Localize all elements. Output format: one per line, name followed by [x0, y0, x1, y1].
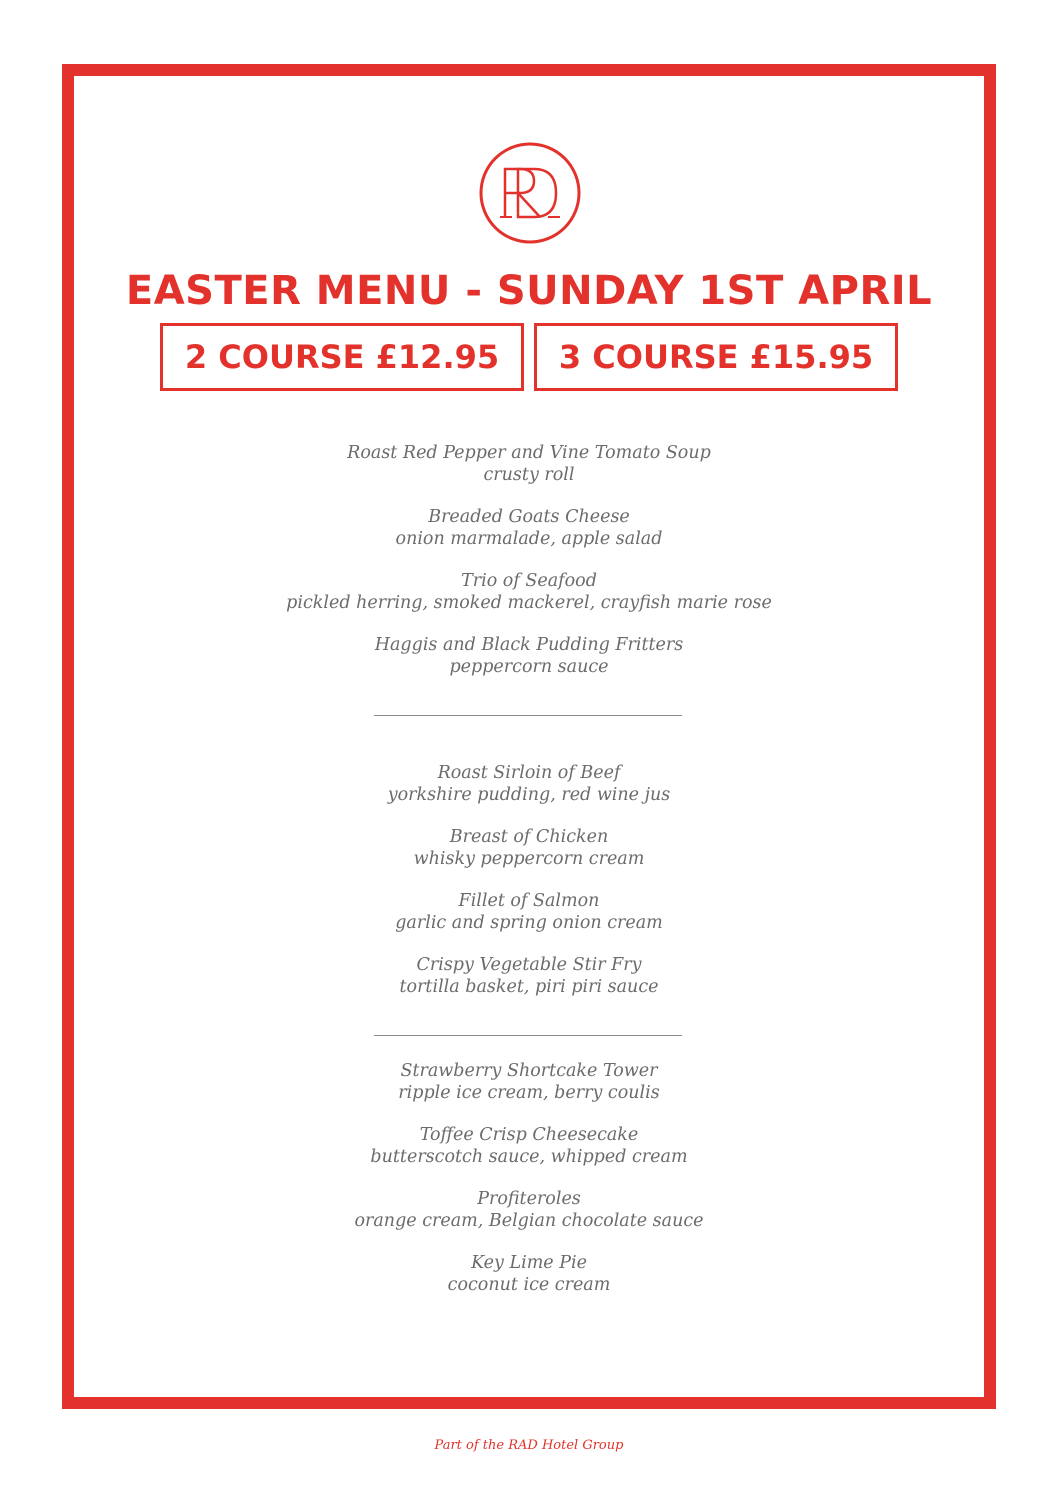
- dish-name: Crispy Vegetable Stir Fry: [416, 955, 642, 975]
- dish-description: whisky peppercorn cream: [413, 849, 645, 869]
- dish-description: garlic and spring onion cream: [395, 913, 663, 933]
- dish-name: Toffee Crisp Cheesecake: [419, 1125, 639, 1145]
- dish-description: crusty roll: [483, 465, 575, 485]
- dish-name: Fillet of Salmon: [458, 891, 600, 911]
- rad-logo-icon: [478, 141, 582, 245]
- dish-name: Roast Sirloin of Beef: [437, 763, 621, 783]
- dish-description: coconut ice cream: [447, 1275, 611, 1295]
- section-divider: [374, 715, 682, 716]
- dish-description: onion marmalade, apple salad: [395, 529, 663, 549]
- dish-item: [0, 634, 1058, 678]
- desserts-section: [0, 1060, 1058, 1316]
- two-course-price: 2 COURSE £12.95: [160, 323, 524, 391]
- dish-item: [0, 826, 1058, 870]
- dish-description: peppercorn sauce: [449, 657, 609, 677]
- dish-item: [0, 762, 1058, 806]
- menu-title: EASTER MENU - SUNDAY 1ST APRIL: [125, 268, 933, 314]
- dish-name: Roast Red Pepper and Vine Tomato Soup: [347, 443, 711, 463]
- mains-section: [0, 762, 1058, 1018]
- dish-item: [0, 442, 1058, 486]
- dish-item: [0, 1252, 1058, 1296]
- dish-item: [0, 570, 1058, 614]
- dish-name: Profiteroles: [477, 1189, 581, 1209]
- dish-name: Breaded Goats Cheese: [428, 507, 630, 527]
- dish-description: pickled herring, smoked mackerel, crayfish marie rose: [286, 593, 772, 613]
- dish-item: [0, 954, 1058, 998]
- three-course-price: 3 COURSE £15.95: [534, 323, 898, 391]
- section-divider: [374, 1035, 682, 1036]
- dish-name: Strawberry Shortcake Tower: [400, 1061, 658, 1081]
- dish-description: yorkshire pudding, red wine jus: [387, 785, 671, 805]
- dish-item: [0, 890, 1058, 934]
- dish-name: Trio of Seafood: [461, 571, 597, 591]
- dish-item: [0, 506, 1058, 550]
- footer-tagline: Part of the RAD Hotel Group: [434, 1438, 624, 1453]
- dish-name: Key Lime Pie: [471, 1253, 587, 1273]
- dish-item: [0, 1060, 1058, 1104]
- dish-description: orange cream, Belgian chocolate sauce: [354, 1211, 704, 1231]
- dish-description: butterscotch sauce, whipped cream: [370, 1147, 688, 1167]
- dish-description: ripple ice cream, berry coulis: [398, 1083, 660, 1103]
- dish-item: [0, 1124, 1058, 1168]
- dish-name: Breast of Chicken: [449, 827, 609, 847]
- dish-item: [0, 1188, 1058, 1232]
- dish-name: Haggis and Black Pudding Fritters: [374, 635, 684, 655]
- starters-section: [0, 442, 1058, 698]
- dish-description: tortilla basket, piri piri sauce: [399, 977, 659, 997]
